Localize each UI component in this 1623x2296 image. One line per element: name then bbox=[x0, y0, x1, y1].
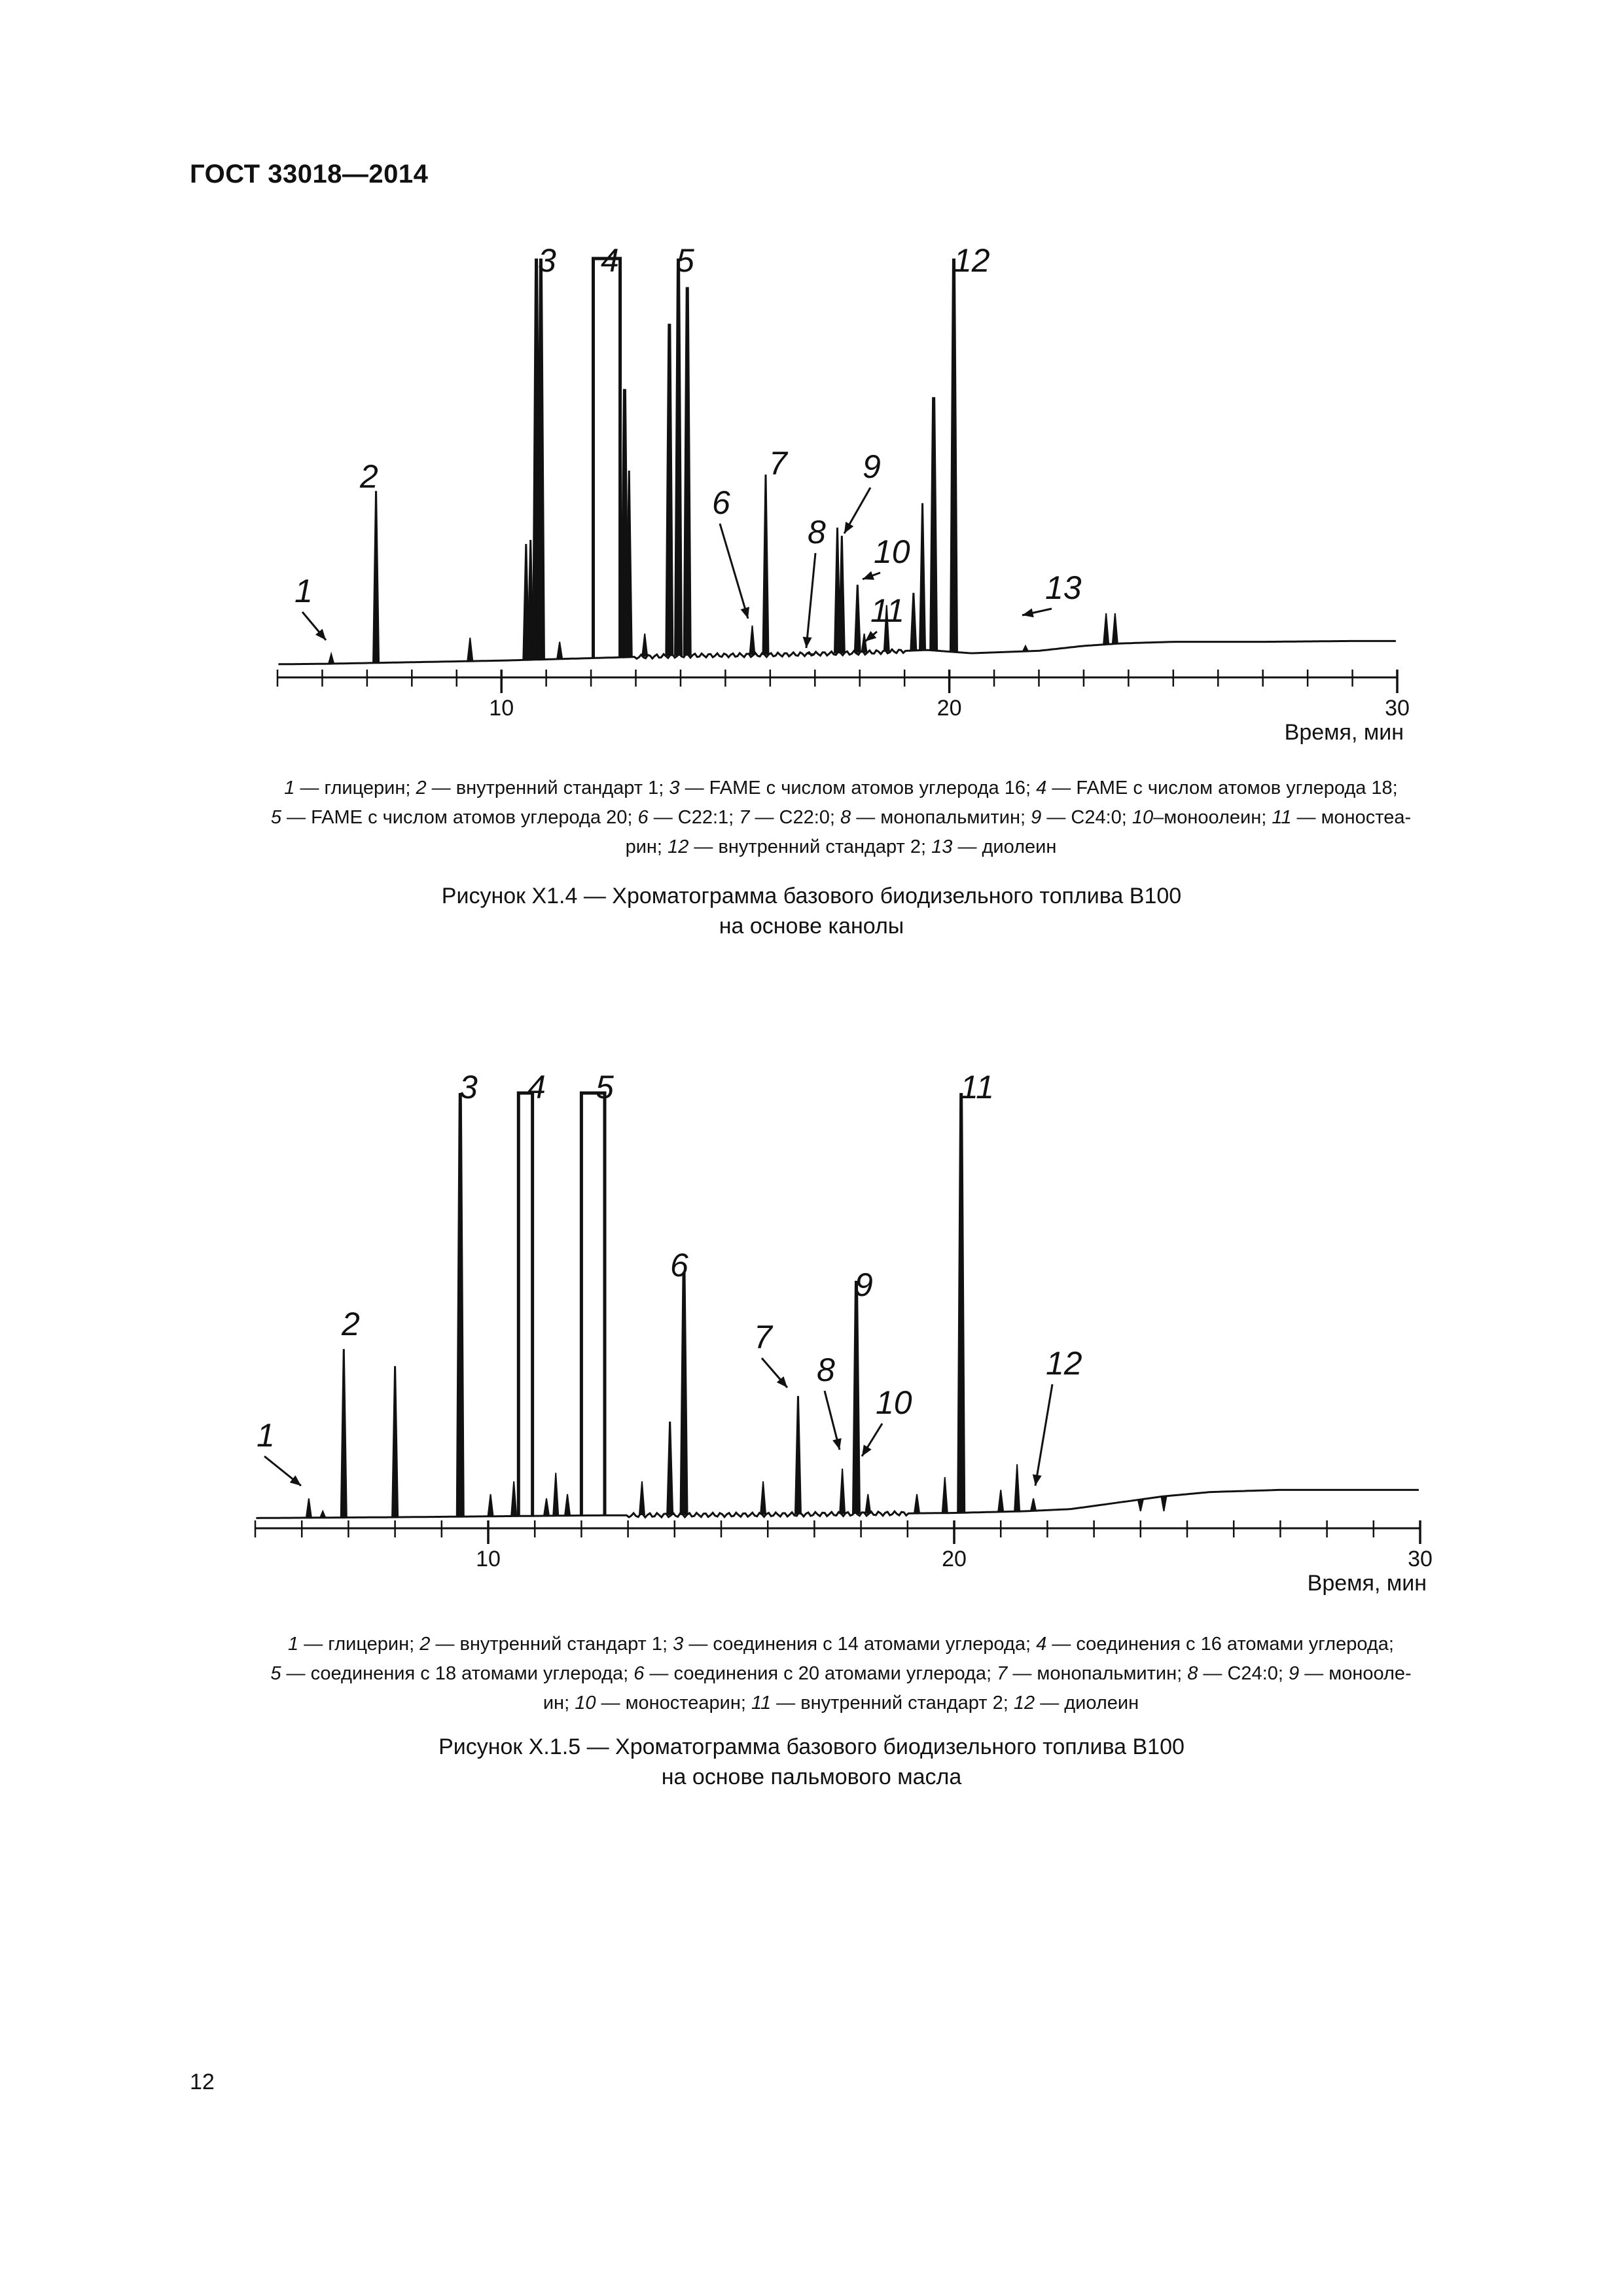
legend-text: — FAME с числом атомов углерода 18; bbox=[1046, 778, 1398, 798]
peak bbox=[951, 259, 956, 652]
peak-label: 1 bbox=[257, 1417, 275, 1454]
legend-number: 8 bbox=[840, 807, 851, 828]
peak-label: 4 bbox=[601, 242, 619, 279]
legend-text: — соединения с 18 атомами углерода; bbox=[281, 1663, 634, 1684]
peak-label: 11 bbox=[870, 592, 904, 629]
peak bbox=[862, 634, 867, 653]
peak bbox=[642, 634, 647, 656]
legend-text: — внутренний стандарт 1; bbox=[426, 778, 669, 798]
legend-line bbox=[190, 1689, 1492, 1718]
peak bbox=[959, 1093, 964, 1513]
peak bbox=[911, 593, 916, 651]
peak-arrow bbox=[720, 524, 748, 619]
peak bbox=[488, 1494, 493, 1516]
legend-number: 5 bbox=[270, 1663, 281, 1684]
peak bbox=[320, 1511, 325, 1518]
legend-number: 2 bbox=[416, 778, 427, 798]
legend-text: — моностеа- bbox=[1291, 807, 1412, 828]
peak bbox=[1023, 646, 1028, 651]
peak bbox=[467, 637, 473, 661]
peak bbox=[393, 1366, 398, 1517]
peak bbox=[855, 584, 860, 653]
legend-text: — диолеин bbox=[952, 836, 1057, 857]
x-tick-label: 20 bbox=[942, 1547, 967, 1571]
legend-text: — внутренний стандарт 2; bbox=[771, 1693, 1014, 1713]
document-header: ГОСТ 33018—2014 bbox=[190, 160, 429, 188]
caption-line-2: на основе канолы bbox=[719, 914, 904, 939]
legend-text: — C22:1; bbox=[648, 807, 740, 828]
peak-label: 4 bbox=[527, 1069, 546, 1105]
legend-text: — диолеин bbox=[1035, 1693, 1139, 1713]
peak bbox=[760, 1481, 766, 1515]
x-axis-label: Время, мин bbox=[1284, 720, 1404, 745]
peak-label: 2 bbox=[342, 1306, 360, 1342]
peak bbox=[667, 324, 672, 656]
peak bbox=[931, 397, 936, 651]
x-axis-label: Время, мин bbox=[1307, 1571, 1427, 1596]
legend-text: — монопальмитин; bbox=[1007, 1663, 1188, 1684]
peak bbox=[511, 1481, 516, 1516]
peak-label: 3 bbox=[538, 242, 556, 279]
legend-number: 10 bbox=[575, 1693, 596, 1713]
peak bbox=[457, 1093, 463, 1516]
legend-number: 3 bbox=[673, 1634, 684, 1655]
legend-number: 12 bbox=[1013, 1693, 1035, 1713]
peak bbox=[865, 1494, 870, 1514]
chromatogram-canola bbox=[0, 223, 1623, 766]
page-number: 12 bbox=[190, 2070, 215, 2094]
peak-arrow bbox=[806, 553, 815, 648]
legend-number: 9 bbox=[1031, 807, 1042, 828]
legend-text: — глицерин; bbox=[294, 778, 416, 798]
peak-label: 9 bbox=[855, 1266, 873, 1303]
peak bbox=[557, 642, 562, 659]
peak bbox=[329, 654, 334, 664]
legend-number: 12 bbox=[668, 836, 689, 857]
arrow-head bbox=[863, 571, 874, 580]
legend-number: 11 bbox=[751, 1693, 772, 1713]
legend-number: 6 bbox=[637, 807, 649, 828]
chart-svg bbox=[0, 1047, 1623, 1597]
peak-label: 12 bbox=[1046, 1345, 1082, 1382]
peak-label: 5 bbox=[676, 242, 694, 279]
legend-canola bbox=[190, 774, 1492, 862]
chromatogram-palm-oil bbox=[0, 1047, 1623, 1597]
peak bbox=[565, 1494, 570, 1516]
x-tick-label: 30 bbox=[1385, 696, 1410, 721]
legend-line bbox=[190, 1659, 1492, 1689]
peak bbox=[749, 626, 755, 655]
legend-number: 8 bbox=[1187, 1663, 1198, 1684]
figure-caption-canola bbox=[0, 881, 1623, 941]
legend-text: — монооле- bbox=[1299, 1663, 1412, 1684]
legend-text: — FAME с числом атомов углерода 20; bbox=[281, 807, 638, 828]
peak bbox=[998, 1490, 1003, 1511]
legend-number: 1 bbox=[284, 778, 295, 798]
legend-text: ин; bbox=[543, 1693, 575, 1713]
x-tick-label: 30 bbox=[1408, 1547, 1433, 1571]
clipped-peak bbox=[518, 1093, 532, 1516]
legend-text: — соединения с 14 атомами углерода; bbox=[683, 1634, 1037, 1655]
x-tick-label: 10 bbox=[476, 1547, 501, 1571]
legend-number: 7 bbox=[739, 807, 750, 828]
peak-label: 7 bbox=[769, 445, 787, 482]
peak bbox=[839, 536, 844, 653]
peak bbox=[341, 1349, 346, 1517]
arrow-head bbox=[741, 607, 749, 619]
peak bbox=[763, 475, 768, 655]
peak bbox=[920, 503, 925, 651]
legend-text: — C24:0; bbox=[1041, 807, 1132, 828]
legend-text: — глицерин; bbox=[298, 1634, 420, 1655]
peak bbox=[1113, 613, 1118, 644]
legend-line bbox=[190, 774, 1492, 803]
peak-label: 10 bbox=[874, 533, 910, 570]
peak bbox=[374, 491, 379, 663]
legend-number: 1 bbox=[288, 1634, 299, 1655]
legend-line bbox=[190, 803, 1492, 833]
peak-label: 13 bbox=[1045, 569, 1082, 606]
legend-number: 2 bbox=[419, 1634, 431, 1655]
legend-number: 11 bbox=[1272, 807, 1292, 828]
peak-label: 7 bbox=[754, 1319, 772, 1355]
peak-label: 9 bbox=[863, 448, 881, 485]
peak bbox=[668, 1422, 673, 1515]
peak bbox=[538, 259, 543, 660]
caption-line-1: Рисунок X.1.5 — Хроматограмма базового биодизельного топлива В100 bbox=[438, 1734, 1185, 1759]
peak bbox=[306, 1498, 312, 1517]
peak-label: 6 bbox=[670, 1247, 688, 1283]
x-tick-label: 10 bbox=[489, 696, 514, 721]
legend-line bbox=[190, 833, 1492, 862]
peak bbox=[1161, 1496, 1166, 1511]
legend-number: 6 bbox=[633, 1663, 645, 1684]
peak-arrow bbox=[1035, 1384, 1052, 1486]
peak bbox=[840, 1469, 845, 1514]
peak bbox=[1103, 613, 1109, 645]
legend-text: — C24:0; bbox=[1198, 1663, 1289, 1684]
baseline-trace bbox=[256, 1490, 1418, 1518]
legend-text: –моноолеин; bbox=[1153, 807, 1272, 828]
caption-line-1: Рисунок X1.4 — Хроматограмма базового биодизельного топлива В100 bbox=[441, 884, 1182, 908]
legend-text: рин; bbox=[625, 836, 668, 857]
peak-label: 10 bbox=[876, 1384, 912, 1421]
legend-text: — соединения с 20 атомами углерода; bbox=[644, 1663, 997, 1684]
legend-number: 5 bbox=[270, 807, 281, 828]
legend-number: 4 bbox=[1036, 778, 1047, 798]
legend-text: — внутренний стандарт 1; bbox=[430, 1634, 673, 1655]
peak-label: 1 bbox=[294, 573, 313, 609]
peak bbox=[553, 1473, 558, 1516]
peak bbox=[914, 1494, 919, 1513]
peak-label: 11 bbox=[960, 1069, 994, 1105]
peak-label: 8 bbox=[817, 1352, 835, 1388]
chart-svg bbox=[0, 223, 1623, 766]
peak bbox=[1138, 1499, 1143, 1511]
peak bbox=[639, 1481, 645, 1515]
peak bbox=[685, 287, 690, 656]
peak-label: 12 bbox=[954, 242, 990, 279]
figure-caption-palm-oil bbox=[0, 1732, 1623, 1792]
peak-label: 3 bbox=[459, 1069, 478, 1105]
clipped-peak bbox=[581, 1093, 605, 1515]
legend-number: 4 bbox=[1036, 1634, 1047, 1655]
arrow-head bbox=[862, 1444, 872, 1456]
x-tick-label: 20 bbox=[936, 696, 962, 721]
legend-text: — C22:0; bbox=[749, 807, 841, 828]
legend-number: 9 bbox=[1289, 1663, 1300, 1684]
peak bbox=[544, 1498, 549, 1516]
peak bbox=[676, 259, 681, 656]
legend-text: — моностеарин; bbox=[596, 1693, 751, 1713]
peak-label: 8 bbox=[808, 514, 826, 550]
legend-number: 7 bbox=[997, 1663, 1008, 1684]
arrow-head bbox=[1033, 1474, 1042, 1486]
legend-text: — соединения с 16 атомами углерода; bbox=[1046, 1634, 1394, 1655]
peak-label: 5 bbox=[596, 1069, 614, 1105]
peak bbox=[853, 1281, 859, 1514]
peak bbox=[942, 1477, 948, 1513]
peak bbox=[795, 1396, 800, 1515]
legend-text: — FAME с числом атомов углерода 16; bbox=[679, 778, 1037, 798]
legend-number: 10 bbox=[1132, 807, 1154, 828]
legend-number: 3 bbox=[669, 778, 680, 798]
legend-palm-oil bbox=[190, 1630, 1492, 1718]
peak bbox=[681, 1272, 687, 1515]
legend-line bbox=[190, 1630, 1492, 1659]
clipped-peak bbox=[594, 259, 620, 658]
legend-text: — внутренний стандарт 2; bbox=[688, 836, 932, 857]
caption-line-2: на основе пальмового масла bbox=[661, 1765, 962, 1789]
legend-number: 13 bbox=[931, 836, 953, 857]
peak bbox=[1014, 1464, 1020, 1511]
peak bbox=[1031, 1498, 1036, 1511]
peak-label: 2 bbox=[360, 458, 378, 495]
legend-text: — монопальмитин; bbox=[851, 807, 1031, 828]
arrow-head bbox=[1022, 609, 1034, 618]
peak-label: 6 bbox=[712, 484, 730, 521]
